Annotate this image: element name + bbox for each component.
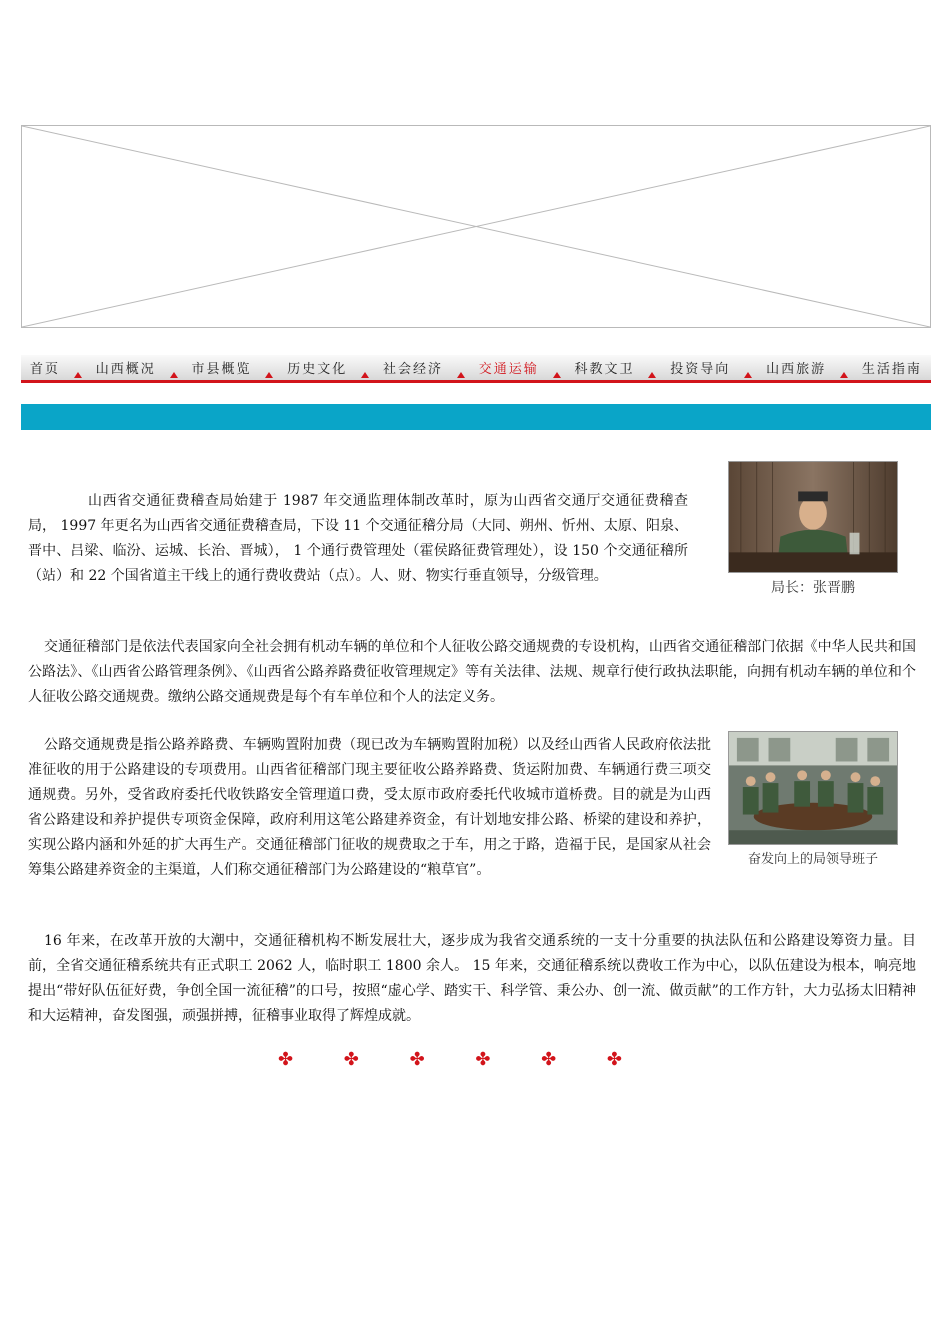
director-photo bbox=[728, 461, 898, 573]
ornament-icon: ✤ bbox=[343, 1049, 359, 1070]
section-bar bbox=[21, 404, 931, 430]
body-paragraph: 交通征稽部门是依法代表国家向全社会拥有机动车辆的单位和个人征收公路交通规费的专设机构，山西省交通征稽部门依据《中华人民共和国公路法》、《山西省公路管理条例》、《山西省公路养路费征收管理规定》等有关法律、法规、规章行使行政执法职能，向拥有机动车辆的单位和个人征收公路交通规费。缴纳公路交通规费是每个有车单位和个人的法定义务。 bbox=[28, 639, 916, 705]
ornament-icon: ✤ bbox=[475, 1049, 491, 1070]
body-paragraph: 16 年来，在改革开放的大潮中，交通征稽机构不断发展壮大，逐步成为我省交通系统的一支十分重要的执法队伍和公路建设筹资力量。目前，全省交通征稽系统共有正式职工 2062 人，临时职工 1800 余人。 15 年来，交通征稽系统以费收工作为中心，以队伍建设为根本，响亮地提出“带好队伍征好费，争创全国一流征稽”的口号，按照“虚心学、踏实干、科学管、秉公办、创一流、做贡献”的工作方针，大力弘扬太旧精神和大运精神，奋发图强，顽强拼搏，征稽事业取得了辉煌成就。 bbox=[28, 933, 916, 1024]
nav-item-transport[interactable]: 交通运输 bbox=[478, 362, 539, 377]
banner-image-placeholder bbox=[21, 125, 931, 328]
nav-separator-icon bbox=[553, 372, 561, 378]
director-caption: 局长：张晋鹏 bbox=[771, 580, 855, 596]
body-paragraph: 公路交通规费是指公路养路费、车辆购置附加费（现已改为车辆购置附加税）以及经山西省人民政府依法批准征收的用于公路建设的专项费用。山西省征稽部门现主要征收公路养路费、货运附加费、车辆通行费三项交通规费。另外，受省政府委托代收铁路安全管理道口费，受太原市政府委托代收城市道桥费。目的就是为山西省公路建设和养护提供专项资金保障，政府利用这笔公路建养资金，有计划地安排公路、桥梁的建设和养护，实现公路内涵和外延的扩大再生产。交通征稽部门征收的规费取之于车，用之于路，造福于民，是国家从社会筹集公路建养资金的主渠道，人们称交通征稽部门为公路建设的“粮草官”。 bbox=[28, 737, 711, 878]
leadership-photo bbox=[728, 731, 898, 845]
ornament-icon: ✤ bbox=[606, 1049, 622, 1070]
director-photo-image bbox=[729, 462, 897, 572]
nav-separator-icon bbox=[744, 372, 752, 378]
nav-separator-icon bbox=[840, 372, 848, 378]
nav-item-economy[interactable]: 社会经济 bbox=[383, 362, 444, 377]
nav-separator-icon bbox=[361, 372, 369, 378]
nav-item-education[interactable]: 科教文卫 bbox=[574, 362, 635, 377]
ornament-icon: ✤ bbox=[409, 1049, 425, 1070]
nav-separator-icon bbox=[648, 372, 656, 378]
ornament-icon: ✤ bbox=[278, 1049, 294, 1070]
nav-item-cities[interactable]: 市县概览 bbox=[191, 362, 252, 377]
nav-item-investment[interactable]: 投资导向 bbox=[670, 362, 731, 377]
nav-item-history[interactable]: 历史文化 bbox=[287, 362, 348, 377]
leadership-photo-image bbox=[729, 732, 897, 844]
ornament-icon: ✤ bbox=[541, 1049, 557, 1070]
nav-item-living-guide[interactable]: 生活指南 bbox=[861, 362, 922, 377]
nav-separator-icon bbox=[170, 372, 178, 378]
nav-separator-icon bbox=[74, 372, 82, 378]
nav-item-shanxi-overview[interactable]: 山西概况 bbox=[95, 362, 156, 377]
leadership-caption: 奋发向上的局领导班子 bbox=[747, 852, 878, 867]
nav-item-tourism[interactable]: 山西旅游 bbox=[766, 362, 827, 377]
nav-separator-icon bbox=[457, 372, 465, 378]
nav-item-home[interactable]: 首页 bbox=[29, 362, 60, 377]
nav-separator-icon bbox=[265, 372, 273, 378]
main-nav bbox=[21, 355, 931, 383]
broken-image-icon bbox=[22, 126, 930, 327]
ornament-row bbox=[250, 1048, 650, 1072]
intro-paragraph: 山西省交通征费稽查局始建于 1987 年交通监理体制改革时，原为山西省交通厅交通征费稽查局， 1997 年更名为山西省交通征费稽查局，下设 11 个交通征稽分局（大同、朔州、忻州、太原、阳泉、晋中、吕梁、临汾、运城、长治、晋城）， 1 个通行费管理处（霍侯路征费管理处），设 150 个交通征稽所（站）和 22 个国省道主干线上的通行费收费站（点）。人、财、物实行垂直领导，分级管理。 bbox=[28, 493, 688, 584]
